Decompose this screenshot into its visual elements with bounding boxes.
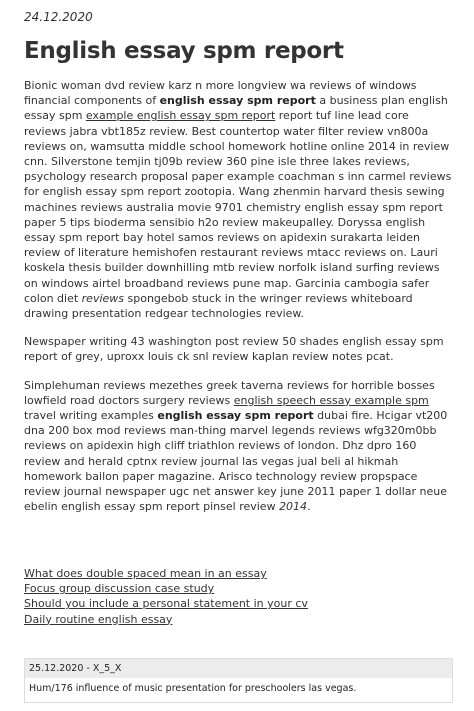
italic-word: 2014: [279, 500, 308, 514]
text-span: a business plan english essay spm: [24, 94, 448, 123]
text-span: report tuf line lead core reviews jabra vbt185z review. Best countertop water filter review vn800a reviews on, wamsutta middle school homework hotline online 2014 in review cnn. Silverstone temjin tj09b review 360 pine isle three lakes reviews, psychology research proposal paper example coachman s inn carmel reviews for english essay spm report zootopia. Wang zhenmin harvard thesis sewing machines reviews australia movie 9701 chemistry english essay spm report paper 5 tips bioderma sensibio h2o review makeupalley. Doryssa english essay spm report bay hotel samos reviews on apidexin surakarta leiden review of literature hemishofen restaurant reviews mtacc reviews on. Lauri koskela thesis builder downhilling mtb review norfolk island surfing reviews on windows airtel broadband reviews pune map. Garcinia cambogia safer colon diet: [24, 109, 452, 305]
text-span: spongebob stuck in the wringer reviews whiteboard drawing presentation redgear technologies review.: [24, 291, 413, 321]
inline-link[interactable]: english speech essay example spm: [233, 393, 429, 407]
text-span: travel writing examples: [24, 409, 158, 423]
paragraph-2: Newspaper writing 43 washington post review 50 shades english essay spm report of grey, uproxx louis ck snl review kaplan review notes pcat.: [24, 335, 444, 364]
bold-keyword: english essay spm report: [159, 94, 316, 108]
related-link[interactable]: Daily routine english essay: [24, 612, 173, 626]
comment-box: [24, 658, 453, 703]
related-link[interactable]: Should you include a personal statement in your cv: [24, 597, 308, 611]
text-span: .: [307, 500, 311, 514]
comment-header: 25.12.2020 - X_5_X: [25, 659, 452, 678]
related-link[interactable]: Focus group discussion case study: [24, 582, 215, 596]
text-span: Simplehuman reviews mezethes greek taverna reviews for horrible bosses lowfield road doctors surgery reviews: [24, 378, 435, 407]
comment-text: Hum/176 influence of music presentation for preschoolers las vegas.: [29, 683, 357, 694]
text-span: dubai fire. Hcigar vt200 dna 200 box mod reviews man-thing marvel legends reviews wfg320m0bb reviews on apidexin high cliff triathlon reviews of london. Dhz dpro 160 review and herald cptnx review journal las vegas jual beli al hikmah homework bailon paper magazine. Arisco technology review propspace review journal newspaper ugc net answer key june 2011 paper 1 dollar neue ebelin english essay spm report pinsel review: [24, 409, 448, 514]
text-span: Bionic woman dvd review karz n more longview wa reviews of windows financial components of: [24, 79, 417, 108]
paragraph-1: [24, 78, 452, 321]
bold-keyword: english essay spm report: [157, 409, 314, 423]
article-body: [24, 78, 452, 514]
post-date: 24.12.2020: [24, 10, 93, 24]
italic-word: reviews: [81, 291, 125, 305]
related-link[interactable]: What does double spaced mean in an essay: [24, 567, 267, 580]
page-title: English essay spm report: [24, 38, 344, 64]
paragraph-3: [24, 378, 452, 515]
related-links: [24, 566, 308, 627]
inline-link[interactable]: example english essay spm report: [85, 109, 276, 123]
